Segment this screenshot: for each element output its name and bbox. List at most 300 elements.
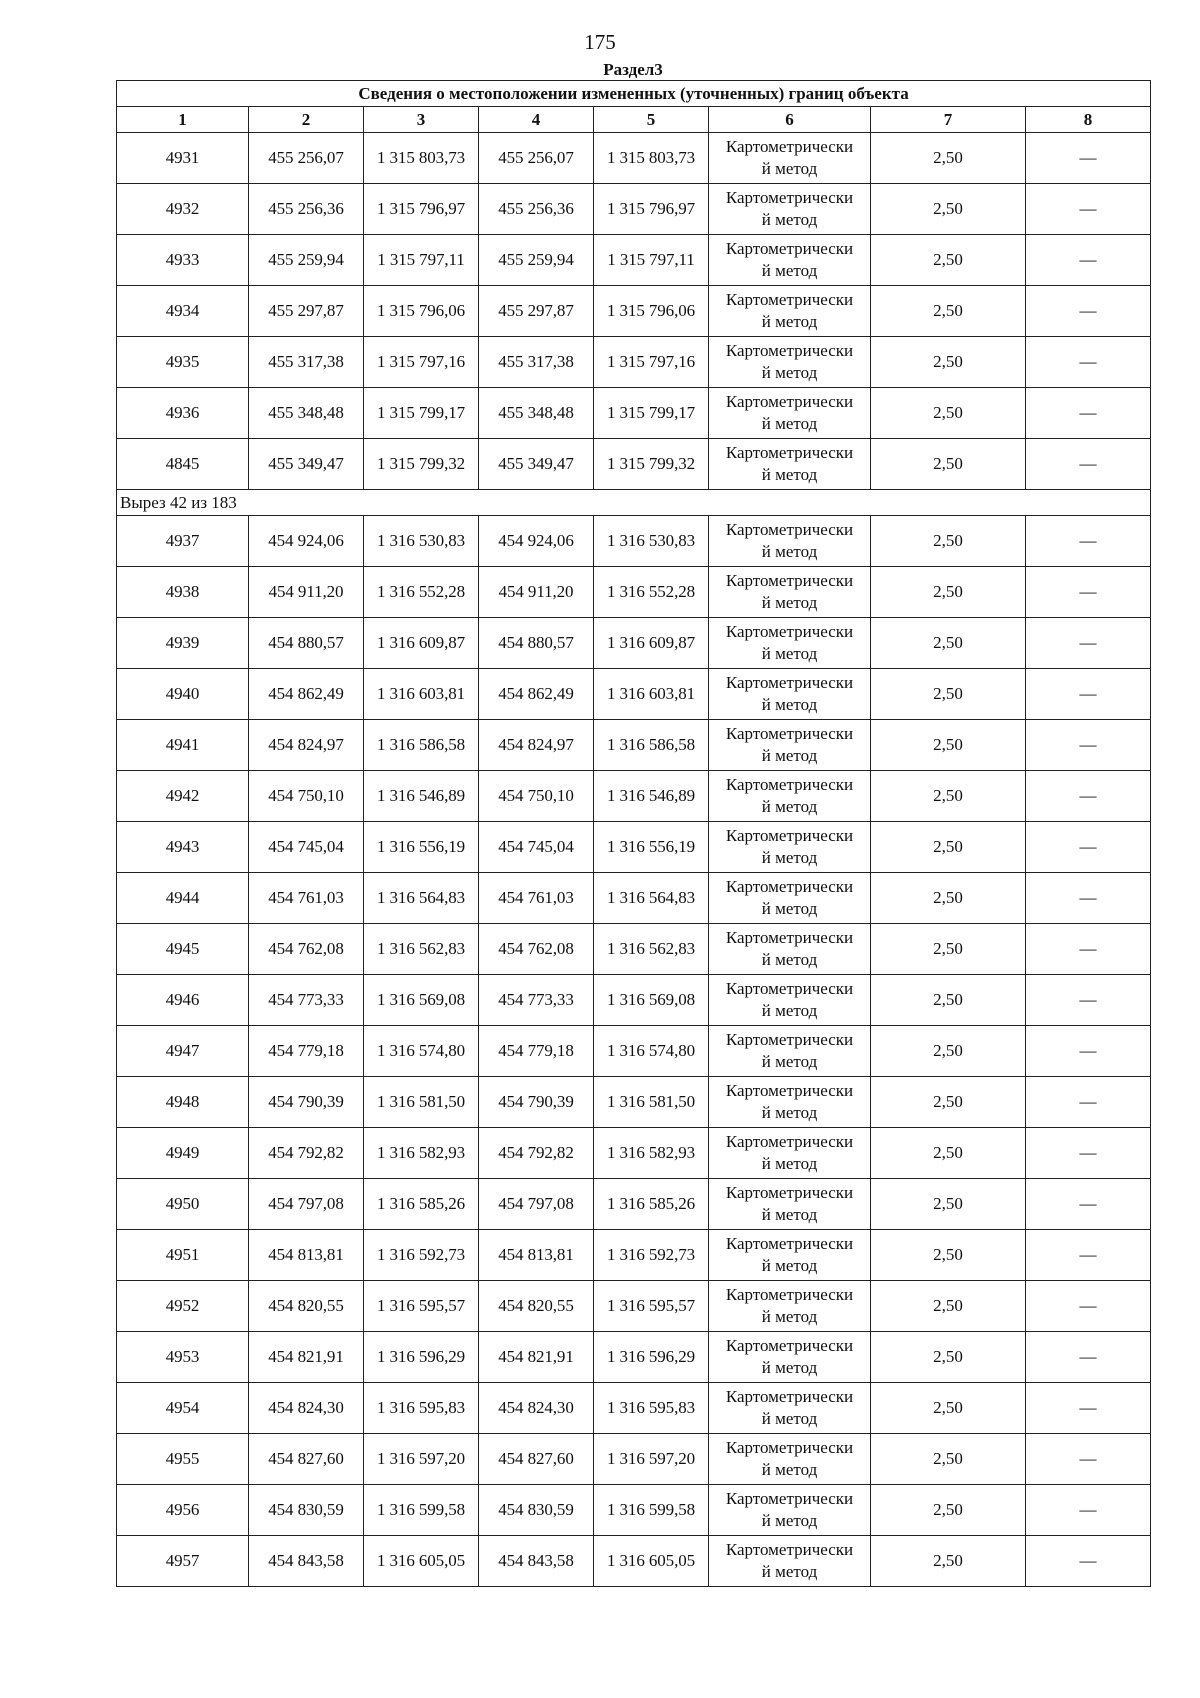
column-8-value: —: [1026, 1281, 1151, 1332]
table-row: [117, 618, 1151, 669]
point-number: 4945: [117, 924, 249, 975]
existing-x: 454 745,04: [249, 822, 364, 873]
point-number: 4935: [117, 337, 249, 388]
column-8-value: —: [1026, 337, 1151, 388]
existing-x: 454 779,18: [249, 1026, 364, 1077]
existing-x: 455 297,87: [249, 286, 364, 337]
refined-y: 1 316 599,58: [594, 1485, 709, 1536]
method-line-1: Картометрически: [725, 443, 854, 462]
existing-x: 455 317,38: [249, 337, 364, 388]
method-line-2: й метод: [761, 1358, 818, 1377]
existing-x: 455 348,48: [249, 388, 364, 439]
method-line-1: Картометрически: [725, 1234, 854, 1253]
accuracy: 2,50: [871, 669, 1026, 720]
refined-x: 454 843,58: [479, 1536, 594, 1587]
column-8-value: —: [1026, 516, 1151, 567]
column-8-value: —: [1026, 924, 1151, 975]
existing-x: 455 256,07: [249, 133, 364, 184]
refined-x: 454 911,20: [479, 567, 594, 618]
refined-y: 1 315 796,97: [594, 184, 709, 235]
existing-y: 1 316 586,58: [364, 720, 479, 771]
method-line-1: Картометрически: [725, 826, 854, 845]
method-line-2: й метод: [761, 542, 818, 561]
table-row: [117, 720, 1151, 771]
table-row: [117, 822, 1151, 873]
method-line-2: й метод: [761, 1001, 818, 1020]
column-8-value: —: [1026, 720, 1151, 771]
column-8-value: —: [1026, 975, 1151, 1026]
refined-x: 454 792,82: [479, 1128, 594, 1179]
boundary-coordinates-table: [116, 80, 1151, 1587]
existing-y: 1 316 597,20: [364, 1434, 479, 1485]
accuracy: 2,50: [871, 1281, 1026, 1332]
refined-x: 455 256,36: [479, 184, 594, 235]
determination-method: [709, 1383, 871, 1434]
column-8-value: —: [1026, 184, 1151, 235]
method-line-2: й метод: [761, 746, 818, 765]
refined-y: 1 316 562,83: [594, 924, 709, 975]
point-number: 4952: [117, 1281, 249, 1332]
accuracy: 2,50: [871, 286, 1026, 337]
table-row: [117, 286, 1151, 337]
existing-x: 454 824,97: [249, 720, 364, 771]
document-body: [116, 60, 1150, 1587]
method-line-2: й метод: [761, 797, 818, 816]
column-8-value: —: [1026, 669, 1151, 720]
refined-y: 1 316 585,26: [594, 1179, 709, 1230]
table-row: [117, 567, 1151, 618]
point-number: 4951: [117, 1230, 249, 1281]
existing-y: 1 315 796,06: [364, 286, 479, 337]
column-number-3: 3: [364, 107, 479, 133]
method-line-1: Картометрически: [725, 1132, 854, 1151]
method-line-1: Картометрически: [725, 979, 854, 998]
refined-y: 1 316 569,08: [594, 975, 709, 1026]
point-number: 4932: [117, 184, 249, 235]
refined-x: 454 880,57: [479, 618, 594, 669]
existing-x: 455 256,36: [249, 184, 364, 235]
point-number: 4845: [117, 439, 249, 490]
point-number: 4949: [117, 1128, 249, 1179]
existing-x: 454 821,91: [249, 1332, 364, 1383]
existing-x: 455 349,47: [249, 439, 364, 490]
existing-y: 1 316 574,80: [364, 1026, 479, 1077]
method-line-1: Картометрически: [725, 928, 854, 947]
refined-y: 1 316 595,57: [594, 1281, 709, 1332]
table-row: [117, 873, 1151, 924]
column-number-2: 2: [249, 107, 364, 133]
point-number: 4934: [117, 286, 249, 337]
determination-method: [709, 1026, 871, 1077]
table-row: [117, 1077, 1151, 1128]
existing-y: 1 316 595,83: [364, 1383, 479, 1434]
point-number: 4937: [117, 516, 249, 567]
method-line-2: й метод: [761, 159, 818, 178]
method-line-2: й метод: [761, 465, 818, 484]
determination-method: [709, 1128, 871, 1179]
method-line-2: й метод: [761, 1103, 818, 1122]
cutout-caption: Вырез 42 из 183: [117, 490, 1151, 516]
accuracy: 2,50: [871, 771, 1026, 822]
existing-y: 1 315 796,97: [364, 184, 479, 235]
existing-y: 1 316 592,73: [364, 1230, 479, 1281]
existing-y: 1 315 797,16: [364, 337, 479, 388]
method-line-2: й метод: [761, 1154, 818, 1173]
section-label: Раздел3: [603, 60, 663, 79]
determination-method: [709, 439, 871, 490]
column-8-value: —: [1026, 235, 1151, 286]
refined-y: 1 316 582,93: [594, 1128, 709, 1179]
determination-method: [709, 337, 871, 388]
point-number: 4944: [117, 873, 249, 924]
determination-method: [709, 618, 871, 669]
existing-y: 1 316 599,58: [364, 1485, 479, 1536]
determination-method: [709, 1332, 871, 1383]
determination-method: [709, 873, 871, 924]
point-number: 4956: [117, 1485, 249, 1536]
determination-method: [709, 567, 871, 618]
existing-y: 1 316 582,93: [364, 1128, 479, 1179]
refined-x: 454 797,08: [479, 1179, 594, 1230]
column-8-value: —: [1026, 1077, 1151, 1128]
method-line-1: Картометрически: [725, 1183, 854, 1202]
method-line-1: Картометрически: [725, 1387, 854, 1406]
refined-x: 454 824,97: [479, 720, 594, 771]
existing-x: 454 790,39: [249, 1077, 364, 1128]
refined-y: 1 316 586,58: [594, 720, 709, 771]
column-8-value: —: [1026, 873, 1151, 924]
table-row: [117, 388, 1151, 439]
refined-x: 454 830,59: [479, 1485, 594, 1536]
point-number: 4957: [117, 1536, 249, 1587]
method-line-2: й метод: [761, 1460, 818, 1479]
table-row: [117, 975, 1151, 1026]
table-row: [117, 1383, 1151, 1434]
column-8-value: —: [1026, 1230, 1151, 1281]
accuracy: 2,50: [871, 720, 1026, 771]
point-number: 4950: [117, 1179, 249, 1230]
table-row: [117, 1434, 1151, 1485]
refined-x: 454 824,30: [479, 1383, 594, 1434]
accuracy: 2,50: [871, 235, 1026, 286]
point-number: 4948: [117, 1077, 249, 1128]
determination-method: [709, 1485, 871, 1536]
existing-x: 454 773,33: [249, 975, 364, 1026]
method-line-1: Картометрически: [725, 1489, 854, 1508]
method-line-2: й метод: [761, 363, 818, 382]
accuracy: 2,50: [871, 184, 1026, 235]
method-line-2: й метод: [761, 414, 818, 433]
column-number-row: [117, 107, 1151, 133]
table-row: [117, 184, 1151, 235]
method-line-2: й метод: [761, 848, 818, 867]
column-number-4: 4: [479, 107, 594, 133]
method-line-2: й метод: [761, 695, 818, 714]
determination-method: [709, 720, 871, 771]
table-row: [117, 1026, 1151, 1077]
determination-method: [709, 1077, 871, 1128]
column-8-value: —: [1026, 1332, 1151, 1383]
refined-y: 1 315 799,17: [594, 388, 709, 439]
refined-x: 455 348,48: [479, 388, 594, 439]
table-row: [117, 669, 1151, 720]
cutout-caption-row: [117, 490, 1151, 516]
method-line-1: Картометрически: [725, 877, 854, 896]
determination-method: [709, 235, 871, 286]
existing-x: 454 830,59: [249, 1485, 364, 1536]
determination-method: [709, 286, 871, 337]
refined-y: 1 316 597,20: [594, 1434, 709, 1485]
existing-x: 454 924,06: [249, 516, 364, 567]
existing-x: 454 827,60: [249, 1434, 364, 1485]
column-8-value: —: [1026, 618, 1151, 669]
existing-y: 1 316 552,28: [364, 567, 479, 618]
method-line-2: й метод: [761, 1205, 818, 1224]
method-line-2: й метод: [761, 210, 818, 229]
existing-y: 1 315 799,17: [364, 388, 479, 439]
point-number: 4939: [117, 618, 249, 669]
column-8-value: —: [1026, 133, 1151, 184]
refined-y: 1 316 564,83: [594, 873, 709, 924]
method-line-2: й метод: [761, 261, 818, 280]
table-row: [117, 1179, 1151, 1230]
point-number: 4931: [117, 133, 249, 184]
existing-y: 1 315 799,32: [364, 439, 479, 490]
refined-x: 454 924,06: [479, 516, 594, 567]
existing-x: 454 820,55: [249, 1281, 364, 1332]
accuracy: 2,50: [871, 975, 1026, 1026]
refined-x: 455 317,38: [479, 337, 594, 388]
method-line-2: й метод: [761, 1307, 818, 1326]
refined-x: 454 862,49: [479, 669, 594, 720]
existing-y: 1 316 605,05: [364, 1536, 479, 1587]
refined-y: 1 316 556,19: [594, 822, 709, 873]
column-8-value: —: [1026, 1383, 1151, 1434]
refined-y: 1 315 797,11: [594, 235, 709, 286]
refined-x: 455 256,07: [479, 133, 594, 184]
method-line-1: Картометрически: [725, 341, 854, 360]
table-body: [117, 133, 1151, 1587]
column-number-5: 5: [594, 107, 709, 133]
method-line-1: Картометрически: [725, 724, 854, 743]
method-line-1: Картометрически: [725, 137, 854, 156]
existing-x: 454 843,58: [249, 1536, 364, 1587]
accuracy: 2,50: [871, 516, 1026, 567]
table-row: [117, 133, 1151, 184]
column-number-6: 6: [709, 107, 871, 133]
refined-y: 1 315 799,32: [594, 439, 709, 490]
refined-y: 1 316 552,28: [594, 567, 709, 618]
table-row: [117, 771, 1151, 822]
point-number: 4953: [117, 1332, 249, 1383]
existing-y: 1 316 569,08: [364, 975, 479, 1026]
determination-method: [709, 133, 871, 184]
point-number: 4947: [117, 1026, 249, 1077]
point-number: 4941: [117, 720, 249, 771]
method-line-1: Картометрически: [725, 622, 854, 641]
determination-method: [709, 975, 871, 1026]
table-row: [117, 1281, 1151, 1332]
existing-y: 1 316 603,81: [364, 669, 479, 720]
method-line-1: Картометрически: [725, 290, 854, 309]
method-line-2: й метод: [761, 1256, 818, 1275]
column-number-1: 1: [117, 107, 249, 133]
method-line-2: й метод: [761, 593, 818, 612]
existing-x: 454 813,81: [249, 1230, 364, 1281]
refined-y: 1 316 603,81: [594, 669, 709, 720]
determination-method: [709, 924, 871, 975]
existing-y: 1 316 546,89: [364, 771, 479, 822]
refined-x: 454 820,55: [479, 1281, 594, 1332]
refined-y: 1 316 595,83: [594, 1383, 709, 1434]
existing-x: 454 797,08: [249, 1179, 364, 1230]
accuracy: 2,50: [871, 337, 1026, 388]
accuracy: 2,50: [871, 924, 1026, 975]
table-row: [117, 1128, 1151, 1179]
point-number: 4954: [117, 1383, 249, 1434]
accuracy: 2,50: [871, 1536, 1026, 1587]
accuracy: 2,50: [871, 1077, 1026, 1128]
refined-x: 454 821,91: [479, 1332, 594, 1383]
method-line-2: й метод: [761, 1052, 818, 1071]
refined-x: 455 259,94: [479, 235, 594, 286]
determination-method: [709, 516, 871, 567]
existing-x: 454 792,82: [249, 1128, 364, 1179]
refined-x: 454 827,60: [479, 1434, 594, 1485]
accuracy: 2,50: [871, 388, 1026, 439]
column-number-8: 8: [1026, 107, 1151, 133]
method-line-1: Картометрически: [725, 392, 854, 411]
column-8-value: —: [1026, 439, 1151, 490]
column-8-value: —: [1026, 286, 1151, 337]
point-number: 4943: [117, 822, 249, 873]
refined-x: 454 779,18: [479, 1026, 594, 1077]
method-line-1: Картометрически: [725, 1336, 854, 1355]
accuracy: 2,50: [871, 1383, 1026, 1434]
column-8-value: —: [1026, 1434, 1151, 1485]
point-number: 4946: [117, 975, 249, 1026]
determination-method: [709, 669, 871, 720]
column-8-value: —: [1026, 1026, 1151, 1077]
accuracy: 2,50: [871, 1026, 1026, 1077]
accuracy: 2,50: [871, 567, 1026, 618]
method-line-1: Картометрически: [725, 673, 854, 692]
accuracy: 2,50: [871, 1179, 1026, 1230]
determination-method: [709, 1434, 871, 1485]
existing-y: 1 316 581,50: [364, 1077, 479, 1128]
column-8-value: —: [1026, 567, 1151, 618]
column-8-value: —: [1026, 771, 1151, 822]
accuracy: 2,50: [871, 1230, 1026, 1281]
column-number-7: 7: [871, 107, 1026, 133]
column-8-value: —: [1026, 1536, 1151, 1587]
refined-y: 1 316 592,73: [594, 1230, 709, 1281]
refined-x: 454 813,81: [479, 1230, 594, 1281]
column-8-value: —: [1026, 1179, 1151, 1230]
determination-method: [709, 388, 871, 439]
column-8-value: —: [1026, 822, 1151, 873]
determination-method: [709, 1230, 871, 1281]
accuracy: 2,50: [871, 439, 1026, 490]
method-line-1: Картометрически: [725, 1081, 854, 1100]
method-line-1: Картометрически: [725, 1438, 854, 1457]
table-row: [117, 1536, 1151, 1587]
existing-y: 1 315 803,73: [364, 133, 479, 184]
refined-x: 454 745,04: [479, 822, 594, 873]
refined-x: 454 790,39: [479, 1077, 594, 1128]
table-row: [117, 1485, 1151, 1536]
accuracy: 2,50: [871, 822, 1026, 873]
table-row: [117, 337, 1151, 388]
existing-y: 1 316 609,87: [364, 618, 479, 669]
method-line-1: Картометрически: [725, 1030, 854, 1049]
accuracy: 2,50: [871, 1128, 1026, 1179]
method-line-1: Картометрически: [725, 239, 854, 258]
refined-x: 455 297,87: [479, 286, 594, 337]
table-row: [117, 439, 1151, 490]
method-line-2: й метод: [761, 312, 818, 331]
refined-x: 454 762,08: [479, 924, 594, 975]
determination-method: [709, 1179, 871, 1230]
method-line-2: й метод: [761, 1409, 818, 1428]
determination-method: [709, 822, 871, 873]
existing-y: 1 316 556,19: [364, 822, 479, 873]
determination-method: [709, 1536, 871, 1587]
existing-x: 454 824,30: [249, 1383, 364, 1434]
column-8-value: —: [1026, 1485, 1151, 1536]
table-row: [117, 924, 1151, 975]
column-8-value: —: [1026, 1128, 1151, 1179]
accuracy: 2,50: [871, 873, 1026, 924]
refined-y: 1 315 797,16: [594, 337, 709, 388]
refined-x: 455 349,47: [479, 439, 594, 490]
refined-y: 1 316 546,89: [594, 771, 709, 822]
existing-x: 454 911,20: [249, 567, 364, 618]
refined-y: 1 316 530,83: [594, 516, 709, 567]
method-line-2: й метод: [761, 1562, 818, 1581]
point-number: 4938: [117, 567, 249, 618]
method-line-1: Картометрически: [725, 1285, 854, 1304]
method-line-1: Картометрически: [725, 775, 854, 794]
refined-x: 454 773,33: [479, 975, 594, 1026]
refined-y: 1 315 803,73: [594, 133, 709, 184]
existing-x: 455 259,94: [249, 235, 364, 286]
method-line-1: Картометрически: [725, 571, 854, 590]
refined-y: 1 316 574,80: [594, 1026, 709, 1077]
existing-y: 1 316 596,29: [364, 1332, 479, 1383]
accuracy: 2,50: [871, 1434, 1026, 1485]
existing-y: 1 315 797,11: [364, 235, 479, 286]
point-number: 4933: [117, 235, 249, 286]
existing-x: 454 862,49: [249, 669, 364, 720]
method-line-1: Картометрически: [725, 1540, 854, 1559]
method-line-2: й метод: [761, 644, 818, 663]
method-line-2: й метод: [761, 1511, 818, 1530]
refined-y: 1 316 581,50: [594, 1077, 709, 1128]
existing-y: 1 316 564,83: [364, 873, 479, 924]
refined-x: 454 761,03: [479, 873, 594, 924]
refined-x: 454 750,10: [479, 771, 594, 822]
method-line-2: й метод: [761, 950, 818, 969]
existing-x: 454 762,08: [249, 924, 364, 975]
existing-y: 1 316 595,57: [364, 1281, 479, 1332]
method-line-2: й метод: [761, 899, 818, 918]
refined-y: 1 316 596,29: [594, 1332, 709, 1383]
point-number: 4936: [117, 388, 249, 439]
existing-y: 1 316 530,83: [364, 516, 479, 567]
table-row: [117, 1332, 1151, 1383]
existing-x: 454 761,03: [249, 873, 364, 924]
